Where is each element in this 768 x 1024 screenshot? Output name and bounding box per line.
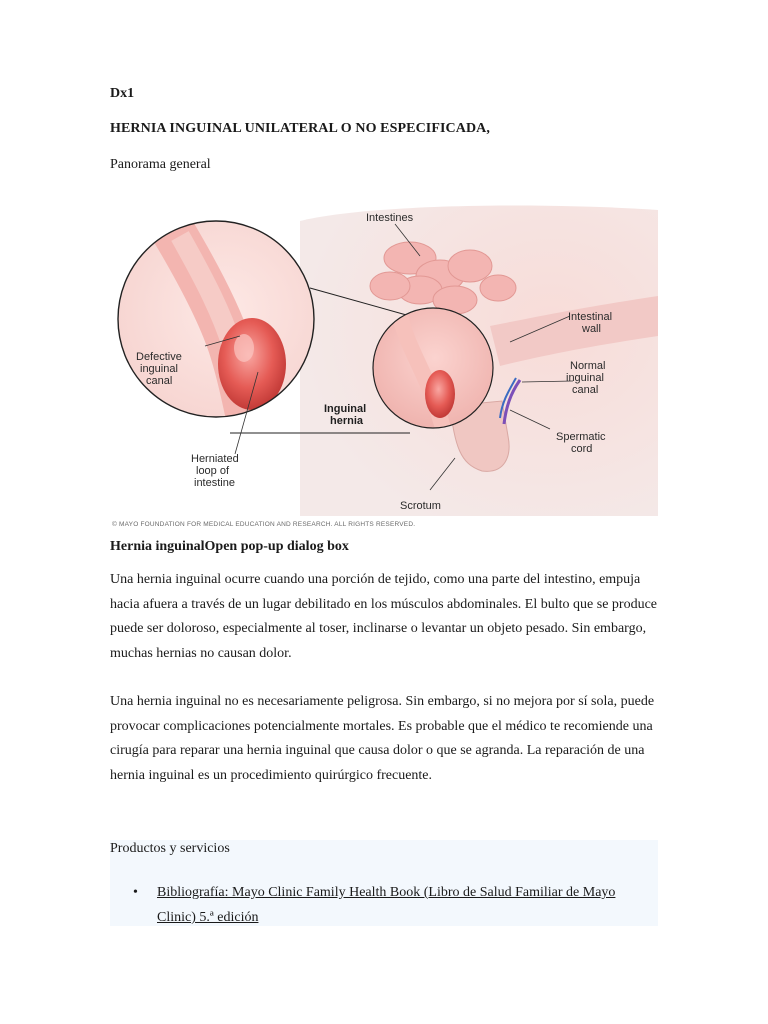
diagnosis-code: Dx1 — [110, 86, 135, 101]
label-intestines: Intestines — [366, 212, 414, 224]
label-inguinal-hernia-line1: Inguinal — [324, 403, 367, 415]
products-list — [133, 880, 637, 930]
figure-caption-heading[interactable]: Hernia inguinalOpen pop-up dialog box — [110, 539, 349, 554]
label-herniated-line1: Herniated — [191, 453, 239, 465]
label-scrotum: Scrotum — [400, 500, 441, 512]
paragraph-1: Una hernia inguinal ocurre cuando una porción de tejido, como una parte del intestino, empuja hacia afuera a través de un lugar debilitado en los músculos abdominales. El bulto que se produce puede ser doloroso, especialmente al toser, inclinarse o levantar un objeto pesado. Sin embargo, muchas hernias no causan dolor. — [110, 572, 657, 661]
label-spermatic-line2: cord — [571, 443, 593, 455]
label-intestinal-wall-line2: wall — [582, 323, 601, 335]
bullet-icon: • — [133, 885, 138, 900]
bibliography-link[interactable]: Bibliografía: Mayo Clinic Family Health Book (Libro de Salud Familiar de Mayo Clinic) 5.ª edición — [157, 885, 616, 925]
label-normal-line2: inguinal — [566, 372, 604, 384]
label-defective-line1: Defective — [136, 351, 182, 363]
label-defective-line3: canal — [146, 375, 173, 387]
page-title: HERNIA INGUINAL UNILATERAL O NO ESPECIFICADA, — [110, 121, 490, 136]
list-item — [133, 880, 637, 930]
inguinal-hernia-illustration[interactable] — [110, 196, 658, 530]
label-intestinal-wall-line1: Intestinal — [568, 311, 613, 323]
label-inguinal-hernia-line2: hernia — [330, 415, 364, 427]
paragraph-2: Una hernia inguinal no es necesariamente peligrosa. Sin embargo, si no mejora por sí sola, puede provocar complicaciones potencialmente mortales. Es probable que el médico te recomiende una cirugía para reparar una hernia inguinal que causa dolor o que se agranda. La reparación de una hernia inguinal es un procedimiento quirúrgico frecuente. — [110, 694, 655, 783]
label-herniated-line2: loop of — [196, 465, 230, 477]
label-normal-line3: canal — [572, 384, 599, 396]
label-spermatic-line1: Spermatic — [556, 431, 606, 443]
label-herniated-line3: intestine — [194, 477, 235, 489]
section-heading-overview: Panorama general — [110, 157, 211, 172]
label-defective-line2: inguinal — [140, 363, 178, 375]
label-normal-line1: Normal — [570, 360, 606, 372]
figure-credit: © MAYO FOUNDATION FOR MEDICAL EDUCATION AND RESEARCH. ALL RIGHTS RESERVED. — [112, 521, 416, 528]
products-heading: Productos y servicios — [110, 841, 230, 856]
